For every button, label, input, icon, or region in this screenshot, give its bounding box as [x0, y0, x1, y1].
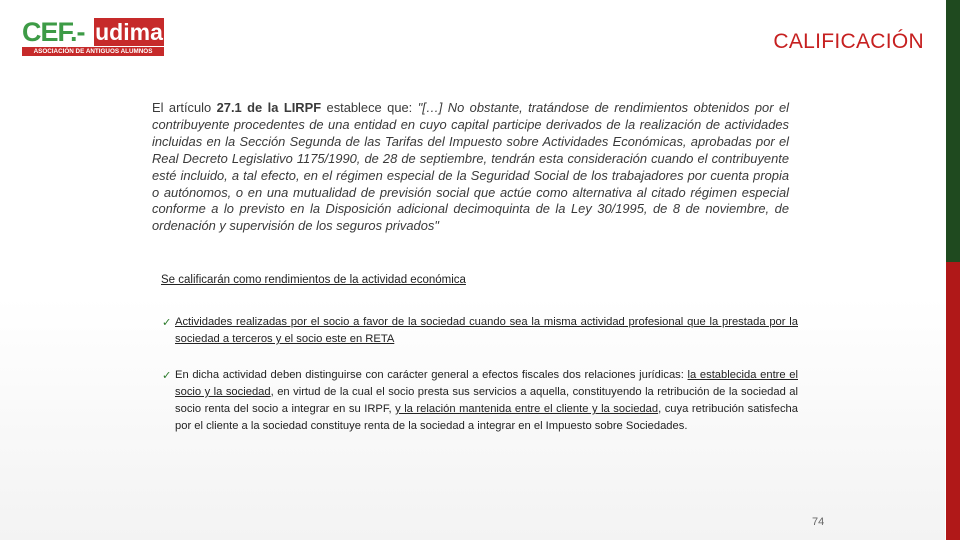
- list-item-text-part1: En dicha actividad deben distinguirse con carácter general a efectos fiscales dos relaciones jurídicas:: [175, 369, 688, 381]
- check-icon: ✓: [162, 369, 172, 382]
- side-bar-red: [946, 262, 960, 540]
- list-item-text-part3: , cuya retribución satisfecha por el cliente a la sociedad constituye renta de la sociedad a integrar en el Impuesto sobre Sociedades.: [175, 403, 798, 432]
- quote-text: "[…] No obstante, tratándose de rendimientos obtenidos por el contribuyente procedentes de una entidad en cuyo capital participe derivados de la realización de actividades incluidas en la Sección Segunda de las Tarifas del Impuesto sobre Actividades Económicas, aprobadas por el Real Decreto Legislativo 1175/1990, de 28 de septiembre, tendrán esta consideración cuando el contribuyente esté incluido, a tal efecto, en el régimen especial de la Seguridad Social de los trabajadores por cuenta propia o autónomos, o en una mutualidad de previsión social que actúe como alternativa al citado régimen especial conforme a lo previsto en la Disposición adicional decimoquinta de la Ley 30/1995, de 8 de noviembre, de ordenación y supervisión de los seguros privados": [152, 100, 789, 234]
- list-item-underlined-2: y la relación mantenida entre el cliente y la sociedad: [395, 403, 659, 415]
- list-item-text: Actividades realizadas por el socio a favor de la sociedad cuando sea la misma actividad profesional que la prestada por la sociedad a terceros y el socio este en RETA: [175, 316, 798, 345]
- page-number: 74: [812, 516, 825, 528]
- list-item-underlined-1: la establecida entre el socio y la sociedad: [175, 369, 798, 398]
- cef-udima-logo: [22, 18, 164, 56]
- list-item: [162, 314, 798, 348]
- check-icon: ✓: [162, 316, 172, 329]
- quote-verb: establece que:: [321, 100, 418, 115]
- qualification-list: [162, 314, 798, 454]
- article-quote: [152, 100, 789, 235]
- logo-cef-text: CEF.-: [22, 17, 85, 47]
- quote-article-ref: 27.1 de la LIRPF: [216, 100, 322, 115]
- list-item-text-part2: , en virtud de la cual el socio presta sus servicios a aquella, constituyendo la retribución de la sociedad al socio renta del socio a integrar en su IRPF,: [175, 386, 799, 415]
- side-accent-bar: [946, 0, 960, 540]
- slide-title: CALIFICACIÓN: [773, 30, 924, 53]
- logo-subtitle: ASOCIACIÓN DE ANTIGUOS ALUMNOS: [22, 47, 164, 56]
- side-bar-green: [946, 0, 960, 262]
- logo-udima-text: udima: [95, 19, 163, 45]
- section-subheading: Se calificarán como rendimientos de la actividad económica: [161, 274, 466, 286]
- quote-intro: El artículo: [152, 100, 217, 115]
- list-item: [162, 367, 798, 435]
